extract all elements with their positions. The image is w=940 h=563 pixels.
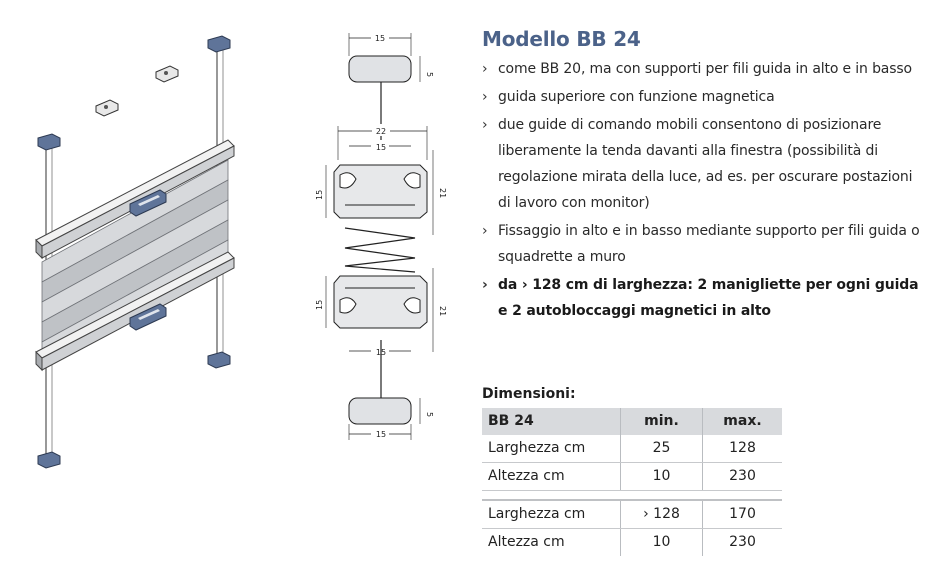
dim-bottom-width: 15 <box>375 430 387 439</box>
dim-profile-inner: 15 <box>375 143 387 152</box>
table-row: Larghezza cm › 128 170 <box>482 500 782 529</box>
dimensions-title: Dimensioni: <box>482 386 576 402</box>
cross-section-drawing <box>315 30 447 440</box>
blind-isometric-drawing <box>36 36 234 468</box>
dim-top-height: 5 <box>425 72 434 78</box>
feature-item-highlight: › da › 128 cm di larghezza: 2 manigliette per ogni guida e 2 autobloccaggi magnetici in alto <box>482 277 919 319</box>
page-title: Modello BB 24 <box>482 27 641 51</box>
middle-rail <box>36 256 234 264</box>
dim-profile-height: 21 <box>438 188 447 199</box>
table-row: Larghezza cm 25 128 <box>482 435 782 463</box>
header-max: max. <box>703 408 783 435</box>
feature-item: › Fissaggio in alto e in basso mediante supporto per fili guida o squadrette a muro <box>482 223 920 265</box>
header-model: BB 24 <box>482 408 621 435</box>
table-divider <box>482 491 782 501</box>
bracket <box>38 452 60 468</box>
dim-top-width: 15 <box>374 34 386 43</box>
wall-clip <box>156 66 178 82</box>
table-row: Altezza cm 10 230 <box>482 463 782 491</box>
dim-lower-inner: 15 <box>375 348 387 357</box>
table-row: Altezza cm 10 230 <box>482 529 782 557</box>
feature-item: › guida superiore con funzione magnetica <box>482 89 775 105</box>
dim-lower-side: 15 <box>315 299 324 310</box>
bracket <box>208 36 230 52</box>
dim-profile-side: 15 <box>315 189 324 200</box>
header-min: min. <box>621 408 703 435</box>
bracket <box>208 352 230 368</box>
wall-clip <box>96 100 118 116</box>
dim-lower-height: 21 <box>438 306 447 317</box>
table-header-row <box>482 408 782 435</box>
dimensions-table <box>482 408 782 556</box>
feature-item: › due guide di comando mobili consentono di posizionare liberamente la tenda davanti alla finestra (possibilità di regolazione mirata della luce, ad es. per oscurare postazioni di lavoro con monitor) <box>482 117 913 211</box>
dim-rail-width: 22 <box>375 127 387 136</box>
feature-item: › come BB 20, ma con supporti per fili guida in alto e in basso <box>482 61 912 77</box>
feature-list <box>482 56 927 326</box>
bracket <box>38 134 60 150</box>
dim-bottom-height: 5 <box>425 412 434 418</box>
